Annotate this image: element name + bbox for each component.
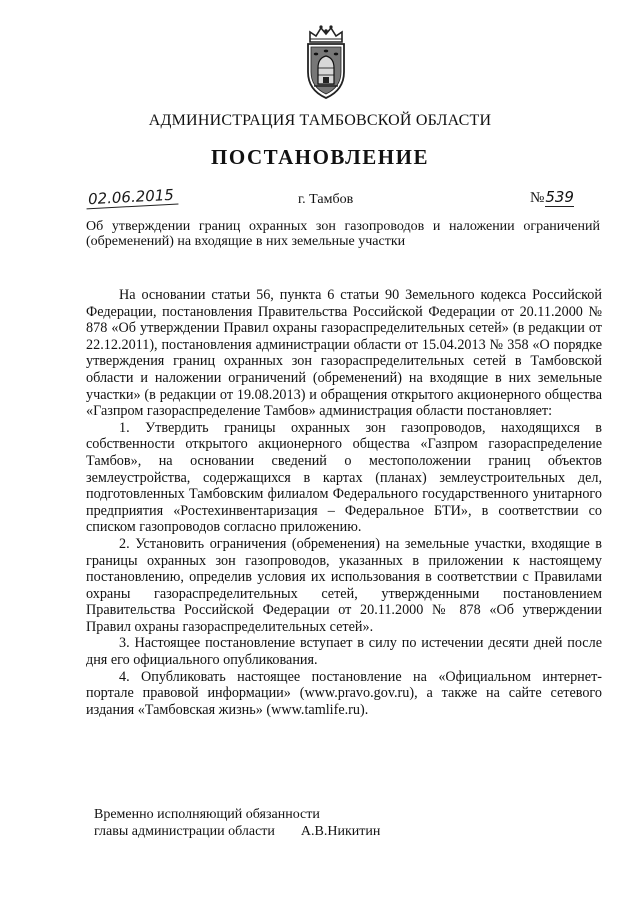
document-city: г. Тамбов bbox=[298, 192, 354, 207]
document-subject: Об утверждении границ охранных зон газопроводов и наложении ограничений (обременений) на входящие в них земельные участки bbox=[86, 219, 600, 249]
coat-of-arms-icon bbox=[296, 22, 356, 102]
item-1-paragraph: 1. Утвердить границы охранных зон газопроводов, находящихся в собственности открытого акционерного общества «Газпром газораспределение Тамбов», на основании сведений о местоположении границ объектов землеустройства, содержащихся в картах (планах) землеустроительных дел, подготовленных Тамбовским филиалом Федерального государственного унитарного предприятия «Ростехинвентаризация – Федеральное БТИ», в соответствии со списком газопроводов согласно приложению. bbox=[86, 419, 602, 536]
organization-name: АДМИНИСТРАЦИЯ ТАМБОВСКОЙ ОБЛАСТИ bbox=[148, 112, 492, 129]
number-value: 539 bbox=[545, 188, 574, 206]
signature-line-2 bbox=[94, 823, 380, 840]
document-body bbox=[86, 287, 602, 718]
signature-block bbox=[94, 806, 380, 840]
document-number bbox=[530, 188, 574, 207]
signatory-position-line-2: главы администрации области bbox=[94, 824, 275, 839]
signatory-name: А.В.Никитин bbox=[300, 824, 381, 839]
item-2-paragraph: 2. Установить ограничения (обременения) на земельные участки, входящие в границы охранных зон газопроводов, указанных в приложении к настоящему постановлению, определив условия их использования в соответствии с Правилами охраны газораспределительных сетей, утвержденными постановлением Правительства Российской Федерации от 20.11.2000 № 878 «Об утверждении Правил охраны газораспределительных сетей». bbox=[86, 535, 602, 635]
item-4-paragraph: 4. Опубликовать настоящее постановление на «Официальном интернет-портале правовой информации» (www.pravo.gov.ru), а также на сайте сетевого издания «Тамбовская жизнь» (www.tamlife.ru). bbox=[86, 668, 602, 718]
document-type-title: ПОСТАНОВЛЕНИЕ bbox=[211, 145, 429, 169]
number-sign: № bbox=[530, 190, 545, 206]
item-3-paragraph: 3. Настоящее постановление вступает в силу по истечении десяти дней после дня его официального опубликования. bbox=[86, 635, 602, 669]
document-date: 02.06.2015 bbox=[87, 185, 175, 209]
signatory-position-line-1: Временно исполняющий обязанности bbox=[94, 807, 320, 822]
preamble-paragraph: На основании статьи 56, пункта 6 статьи 90 Земельного кодекса Российской Федерации, постановления Правительства Российской Федерации от 20.11.2000 № 878 «Об утверждении Правил охраны газораспределительных сетей» (в редакции от 22.12.2011), постановления администрации области от 15.04.2013 № 358 «О порядке утверждения границ охранных зон газораспределительных сетей в Тамбовской области и наложении ограничений (обременений) на входящие в них земельные участки» (в редакции от 19.08.2013) и обращения открытого акционерного общества «Газпром газораспределение Тамбов» администрация области постановляет: bbox=[86, 287, 602, 420]
